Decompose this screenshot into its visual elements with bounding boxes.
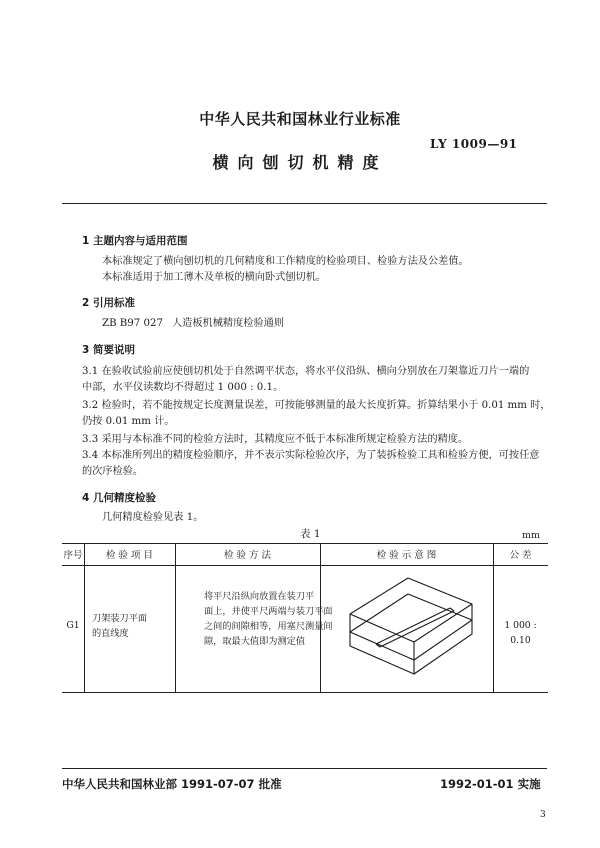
tolerance-value: 1 000 : 0.10: [504, 620, 537, 646]
row-number: G1: [66, 620, 80, 631]
method-line-1: 将平尺沿纵向放置在装刀平: [204, 591, 315, 602]
inspection-item-line-2: 的直线度: [92, 628, 129, 639]
table-col-divider: [175, 544, 176, 692]
clause-3-1-line-2: 中部，水平仪读数均不得超过 1 000 : 0.1。: [82, 382, 284, 393]
footer-rule: [62, 768, 547, 769]
document-title: 横向刨切机精度: [212, 153, 388, 172]
clause-3-3: 3.3 采用与本标准不同的检验方法时，其精度应不低于本标准所规定检验方法的精度。: [82, 434, 469, 445]
section-2-heading: 2 引用标准: [82, 297, 135, 309]
clause-3-4-line-2: 的次序检验。: [82, 466, 144, 477]
method-line-4: 隙，取最大值即为测定值: [204, 636, 306, 647]
section-1-heading: 1 主题内容与适用范围: [82, 235, 188, 247]
effective-date: 1992-01-01 实施: [440, 777, 541, 791]
reference-title: 人造板机械精度检验通则: [172, 318, 285, 329]
table-header-no: 序号: [63, 550, 83, 561]
table-header-item: 检 验 项 目: [105, 550, 154, 561]
clause-3-2-line-2: 仍按 0.01 mm 计。: [82, 416, 175, 427]
issuing-organization: 中华人民共和国林业行业标准: [199, 110, 401, 128]
table-header-diagram: 检 验 示 意 图: [376, 550, 437, 561]
table-header-rule: [62, 565, 548, 566]
section-1-line-1: 本标准规定了横向刨切机的几何精度和工作精度的检验项目、检验方法及公差值。: [102, 256, 469, 267]
clause-3-4-line-1: 3.4 本标准所列出的精度检验顺序，并不表示实际检验次序，为了装拆检验工具和检验方便，可按任意: [82, 450, 540, 461]
standard-code: LY 1009—91: [430, 137, 518, 151]
page-number: 3: [540, 810, 546, 820]
precision-table: [62, 543, 548, 693]
table-unit: mm: [522, 530, 541, 541]
clause-3-2-line-1: 3.2 检验时，若不能按规定长度测量误差，可按能够测量的最大长度折算。折算结果小于 0.01 mm 时，: [82, 400, 551, 411]
section-3-heading: 3 简要说明: [82, 344, 135, 356]
header-rule: [62, 203, 547, 204]
table-col-divider: [84, 544, 85, 692]
knife-carrier-diagram: [342, 574, 482, 679]
approval-note: 中华人民共和国林业部 1991-07-07 批准: [62, 777, 282, 791]
table-header-method: 检 验 方 法: [223, 550, 272, 561]
table-caption: 表 1: [300, 528, 321, 540]
method-line-2: 面上，并使平尺两端与装刀平面: [204, 606, 333, 617]
section-1-line-2: 本标准适用于加工薄木及单板的横向卧式刨切机。: [102, 272, 327, 283]
section-4-heading: 4 几何精度检验: [82, 492, 156, 504]
method-line-3: 之间的间隙相等，用塞尺测量间: [204, 621, 333, 632]
section-4-intro: 几何精度检验见表 1。: [102, 512, 204, 523]
reference-code: ZB B97 027: [102, 318, 163, 329]
clause-3-1-line-1: 3.1 在验收试验前应使刨切机处于自然调平状态，将水平仪沿纵、横向分别放在刀架靠近刀片一端的: [82, 366, 530, 377]
table-header-tolerance: 公 差: [509, 550, 532, 561]
inspection-item-line-1: 刀架装刀平面: [92, 613, 148, 624]
